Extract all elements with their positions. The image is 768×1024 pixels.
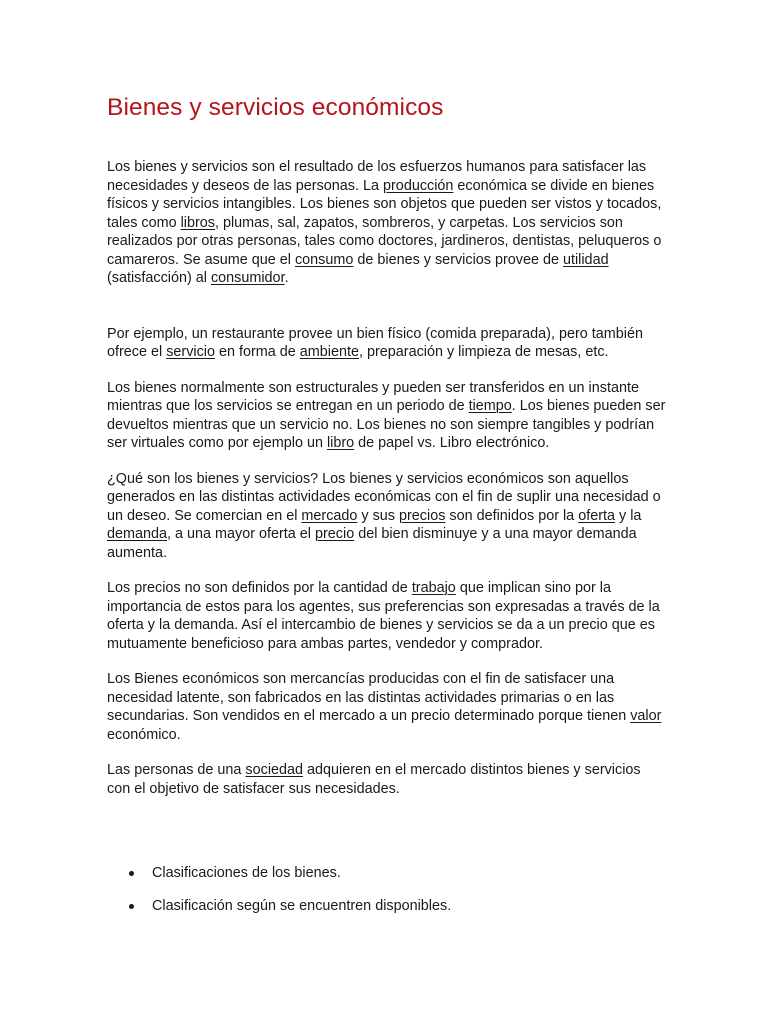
text: Los precios no son definidos por la cantidad de (107, 580, 412, 596)
text: de papel vs. Libro electrónico. (354, 435, 550, 451)
text: son definidos por la (445, 507, 579, 524)
paragraph-intro (107, 158, 667, 288)
link-consumidor[interactable]: consumidor (210, 270, 285, 286)
link-valor[interactable]: valor (630, 708, 662, 724)
text: del bien disminuye y a una mayor demanda aumenta. (107, 526, 637, 561)
text: , plumas, sal, zapatos, sombreros, y carpetas. Los servicios son realizados por otras personas, tales como doctores, jardineros, dentistas, peluqueros o camareros. Se asume que el (107, 214, 662, 268)
link-tiempo[interactable]: tiempo (468, 398, 512, 414)
link-libro[interactable]: libro (326, 435, 355, 451)
paragraph-structural (107, 379, 667, 453)
text: y sus (357, 507, 399, 524)
link-oferta[interactable]: oferta (578, 507, 616, 524)
text: de bienes y servicios provee de (353, 251, 563, 268)
text: y la (615, 507, 642, 524)
text: adquieren en el mercado distintos bienes y servicios con el objetivo de satisfacer sus necesidades. (107, 762, 641, 797)
text: económica se divide en bienes físicos y servicios intangibles. Los bienes son objetos que pueden ser vistos y tocados, tales como (107, 177, 662, 231)
link-utilidad[interactable]: utilidad (562, 251, 609, 268)
text: (satisfacción) al (107, 270, 211, 286)
text: Por ejemplo, un restaurante provee un bien físico (comida preparada), pero también ofrece el (107, 325, 643, 360)
link-precios[interactable]: precios (399, 507, 446, 524)
document-page (107, 92, 667, 929)
text: Los bienes normalmente son estructurales y pueden ser transferidos en un instante mientras que los servicios se entregan en un periodo de (107, 379, 639, 414)
bullet-icon (129, 871, 134, 876)
link-precio[interactable]: precio (315, 526, 355, 542)
text: , preparación y limpieza de mesas, etc. (358, 344, 609, 360)
list-item (107, 897, 667, 916)
link-demanda[interactable]: demanda (107, 526, 168, 542)
text: Los bienes y servicios son el resultado de los esfuerzos humanos para satisfacer las necesidades y deseos de las personas. La (107, 159, 647, 194)
link-mercado[interactable]: mercado (301, 507, 358, 524)
text: . (284, 270, 289, 286)
text: que implican sino por la importancia de estos para los agentes, sus preferencias son expresadas a través de la oferta y la demanda. Así el intercambio de bienes y servicios se da a un precio que es mutuamente beneficioso para ambas partes, vendedor y comprador. (107, 580, 660, 652)
text: . Los bienes pueden ser devueltos mientras que un servicio no. Los bienes no son siempre tangibles y podrían ser virtuales como por ejemplo un (107, 398, 666, 451)
bullet-icon (129, 904, 134, 909)
text: ¿Qué son los bienes y servicios? Los bienes y servicios económicos son aquellos generados en las distintas actividades económicas con el fin de suplir una necesidad o un deseo. Se comercian en el (107, 470, 661, 524)
paragraph-society (107, 761, 667, 798)
link-sociedad[interactable]: sociedad (245, 762, 304, 778)
list-item (107, 864, 667, 883)
link-trabajo[interactable]: trabajo (411, 580, 456, 596)
link-ambiente[interactable]: ambiente (299, 344, 359, 360)
text: en forma de (214, 344, 300, 360)
link-consumo[interactable]: consumo (294, 251, 354, 268)
link-produccion[interactable]: producción (383, 177, 454, 194)
paragraph-prices (107, 579, 667, 653)
text: , a una mayor oferta el (167, 526, 315, 542)
list-item-text: Clasificaciones de los bienes. (152, 865, 341, 881)
text: económico. (107, 726, 181, 743)
paragraph-example (107, 325, 667, 362)
link-servicio[interactable]: servicio (166, 344, 215, 360)
paragraph-economic-goods (107, 670, 667, 744)
text: Las personas de una (107, 762, 246, 778)
paragraph-definition (107, 470, 667, 563)
page-title: Bienes y servicios económicos (107, 94, 444, 121)
list-item-text: Clasificación según se encuentren disponibles. (152, 897, 452, 914)
link-libros[interactable]: libros (180, 214, 215, 231)
text: Los Bienes económicos son mercancías producidas con el fin de satisfacer una necesidad latente, son fabricados en las distintas actividades primarias o en las secundarias. Son vendidos en el mercado a un precio determinado porque tienen (107, 671, 631, 724)
bullet-list (107, 864, 667, 915)
